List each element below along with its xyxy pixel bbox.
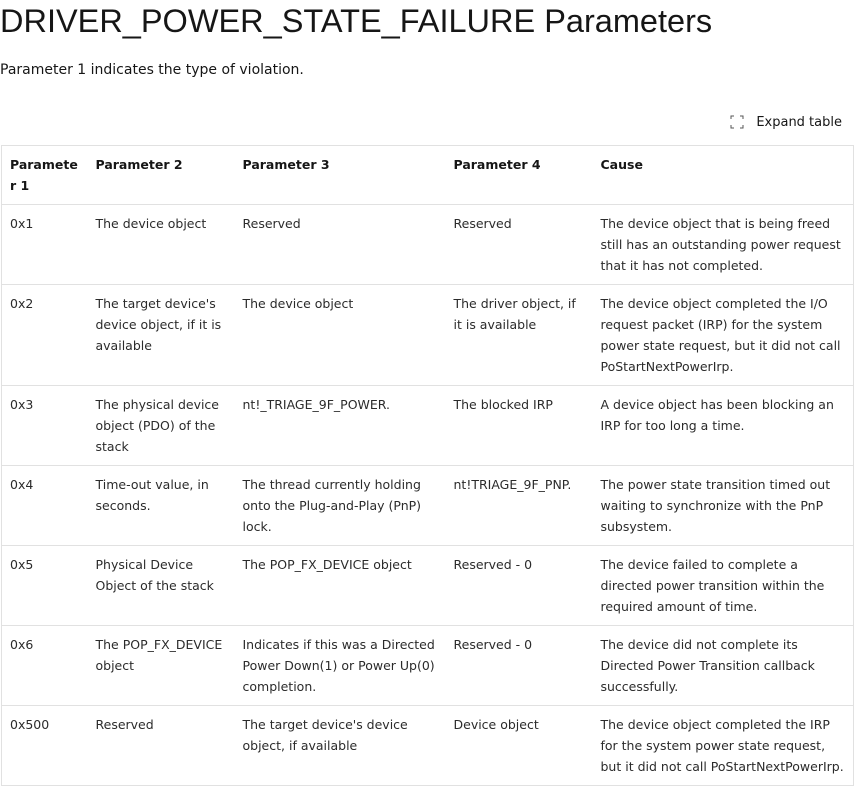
table-row [2,546,854,626]
cell-cause: The device did not complete its Directed Power Transition callback successfully. [593,626,854,706]
cell-parameter-4: The blocked IRP [446,386,593,466]
cell-parameter-4: Reserved [446,205,593,285]
cell-parameter-2: The physical device object (PDO) of the stack [88,386,235,466]
cell-parameter-3: The thread currently holding onto the Plug-and-Play (PnP) lock. [235,466,446,546]
table-row [2,626,854,706]
header-parameter-2: Parameter 2 [88,146,235,205]
cell-parameter-1: 0x6 [2,626,88,706]
expand-icon [730,115,744,129]
cell-parameter-2: Time-out value, in seconds. [88,466,235,546]
expand-table-label: Expand table [756,114,842,130]
cell-parameter-4: Device object [446,706,593,786]
cell-parameter-2: The device object [88,205,235,285]
table-row [2,386,854,466]
header-cause: Cause [593,146,854,205]
cell-cause: The device failed to complete a directed power transition within the required amount of time. [593,546,854,626]
cell-parameter-3: nt!_TRIAGE_9F_POWER. [235,386,446,466]
cell-cause: The device object completed the IRP for the system power state request, but it did not call PoStartNextPowerIrp. [593,706,854,786]
cell-cause: The device object that is being freed still has an outstanding power request that it has not completed. [593,205,854,285]
cell-parameter-3: The target device's device object, if available [235,706,446,786]
cell-parameter-4: nt!TRIAGE_9F_PNP. [446,466,593,546]
cell-parameter-1: 0x2 [2,285,88,386]
table-row [2,205,854,285]
header-parameter-1: Parameter 1 [2,146,88,205]
table-header-row [2,146,854,205]
cell-parameter-4: Reserved - 0 [446,546,593,626]
table-row [2,706,854,786]
parameters-table [1,145,854,786]
cell-parameter-1: 0x5 [2,546,88,626]
cell-parameter-2: Physical Device Object of the stack [88,546,235,626]
header-parameter-4: Parameter 4 [446,146,593,205]
cell-cause: A device object has been blocking an IRP for too long a time. [593,386,854,466]
page-title: DRIVER_POWER_STATE_FAILURE Parameters [0,3,713,39]
cell-parameter-2: The target device's device object, if it is available [88,285,235,386]
cell-parameter-3: Reserved [235,205,446,285]
cell-cause: The device object completed the I/O request packet (IRP) for the system power state request, but it did not call PoStartNextPowerIrp. [593,285,854,386]
cell-parameter-4: Reserved - 0 [446,626,593,706]
table-row [2,285,854,386]
cell-parameter-3: The POP_FX_DEVICE object [235,546,446,626]
intro-text: Parameter 1 indicates the type of violation. [0,62,304,78]
expand-table-button[interactable] [730,112,842,132]
cell-parameter-1: 0x4 [2,466,88,546]
cell-parameter-1: 0x500 [2,706,88,786]
table-row [2,466,854,546]
header-parameter-3: Parameter 3 [235,146,446,205]
cell-parameter-2: Reserved [88,706,235,786]
cell-parameter-2: The POP_FX_DEVICE object [88,626,235,706]
cell-cause: The power state transition timed out waiting to synchronize with the PnP subsystem. [593,466,854,546]
cell-parameter-1: 0x3 [2,386,88,466]
cell-parameter-4: The driver object, if it is available [446,285,593,386]
cell-parameter-3: The device object [235,285,446,386]
cell-parameter-1: 0x1 [2,205,88,285]
cell-parameter-3: Indicates if this was a Directed Power Down(1) or Power Up(0) completion. [235,626,446,706]
